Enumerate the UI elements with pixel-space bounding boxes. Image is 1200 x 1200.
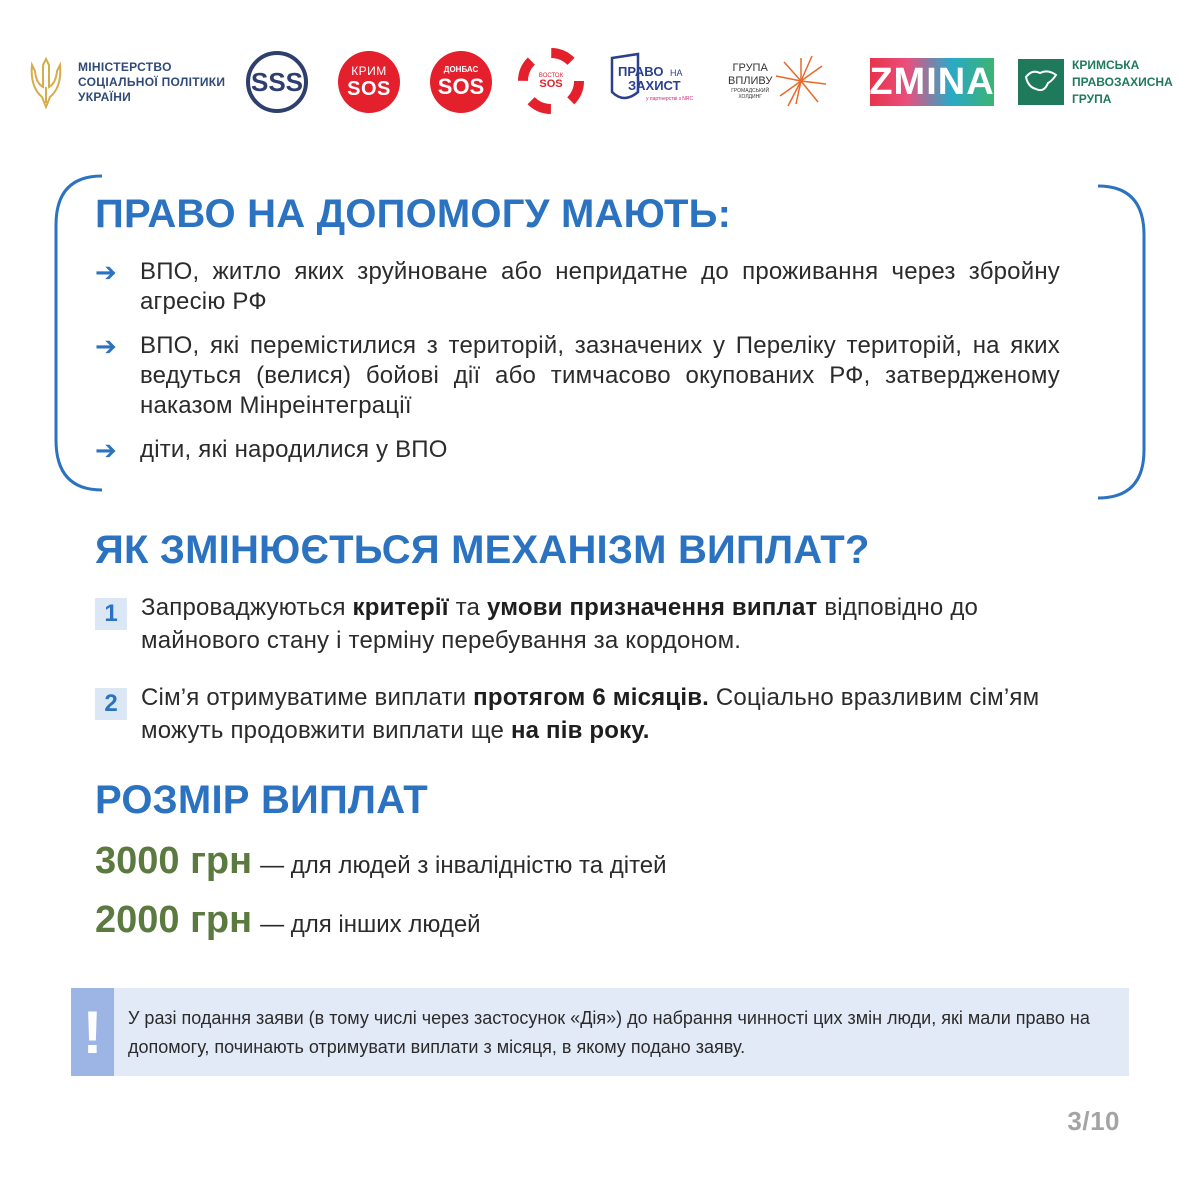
notice-text: У разі подання заяви (в тому числі через застосунок «Дія») до набрання чинності цих змін люди, які мали право на допомогу, починають отримувати виплати з місяця, в якому подано заяву. (128, 1008, 1090, 1057)
eligibility-title: ПРАВО НА ДОПОМОГУ МАЮТЬ: (95, 192, 732, 236)
payment-description: — для людей з інвалідністю та дітей (260, 852, 667, 879)
number-badge: 2 (95, 688, 127, 720)
list-item (95, 257, 1060, 317)
hrupa-text: ГРУПА ВПЛИВУ ГРОМАДСЬКИЙ ХОЛДИНГ (728, 62, 773, 100)
numbered-item-text: Сім’я отримуватиме виплати протягом 6 місяців. Соціально вразливим сім’ям можуть продовжити виплати ще на пів року. (141, 684, 1040, 744)
crimea-map-icon (1018, 59, 1064, 105)
zmina-logo (870, 58, 994, 106)
list-item (95, 435, 1060, 465)
page-number: 3/10 (1067, 1106, 1120, 1136)
krym-sos-logo (338, 51, 400, 113)
notice-box (71, 988, 1129, 1076)
mechanism-title: ЯК ЗМІНЮЄТЬСЯ МЕХАНІЗМ ВИПЛАТ? (95, 528, 870, 572)
arrow-right-icon: ➔ (95, 435, 117, 465)
sss-logo (246, 51, 308, 113)
mechanism-list (95, 591, 1060, 771)
arrow-right-icon: ➔ (95, 331, 117, 361)
numbered-item (95, 591, 1060, 657)
partner-logos (0, 0, 1200, 170)
ministry-name: МІНІСТЕРСТВО СОЦІАЛЬНОЇ ПОЛІТИКИ УКРАЇНИ (78, 60, 226, 104)
payment-amount: 3000 грн (95, 840, 253, 882)
zmina-label: ZMINA (869, 60, 995, 103)
list-item-text: діти, які народилися у ВПО (140, 436, 448, 463)
exclamation-icon: ! (71, 988, 114, 1076)
kpg-logo (1018, 55, 1173, 109)
payment-row (95, 899, 481, 942)
kpg-name: КРИМСЬКА ПРАВОЗАХИСНА ГРУПА (1072, 57, 1173, 106)
hrupa-vplyvu-logo (728, 52, 850, 110)
donbas-sos-label: SOS (437, 73, 485, 99)
payment-description: — для інших людей (260, 911, 481, 938)
vostok-label: ВОСТОК (538, 73, 564, 79)
pravo-partner-label: у партнерстві з NRC (646, 96, 694, 102)
pravo-na-zakhyst-logo (608, 52, 710, 110)
list-item (95, 331, 1060, 421)
krym-sos-label: SOS (347, 77, 391, 100)
vostok-sos-logo (518, 48, 584, 114)
arrows-burst-icon (772, 54, 830, 108)
list-item-text: ВПО, житло яких зруйноване або непридатне до проживання через збройну агресію РФ (140, 258, 1060, 315)
arrow-right-icon: ➔ (95, 257, 117, 287)
krym-label: КРИМ (351, 63, 387, 78)
pravo-label: ПРАВО (618, 64, 664, 79)
payment-row (95, 840, 667, 883)
trident-icon (26, 57, 66, 109)
numbered-item (95, 681, 1060, 747)
zakhyst-label: ЗАХИСТ (628, 78, 681, 93)
vostok-sos-label: SOS (539, 78, 563, 90)
ministry-logo (26, 55, 225, 110)
pravo-na-label: НА (670, 68, 683, 78)
payment-amount: 2000 грн (95, 899, 253, 941)
donbas-label: ДОНБАС (443, 64, 479, 74)
payment-size-title: РОЗМІР ВИПЛАТ (95, 778, 428, 822)
numbered-item-text: Запроваджуються критерії та умови призначення виплат відповідно до майнового стану і терміну перебування за кордоном. (141, 594, 979, 654)
donbas-sos-logo (430, 51, 492, 113)
eligibility-list (95, 257, 1060, 479)
sss-label: SSS (250, 66, 304, 97)
list-item-text: ВПО, які перемістилися з територій, зазначених у Переліку територій, на яких ведуться (велися) бойові дії або тимчасово окупованих РФ, затвердженому наказом Мінреінтеграції (140, 332, 1060, 419)
number-badge: 1 (95, 598, 127, 630)
